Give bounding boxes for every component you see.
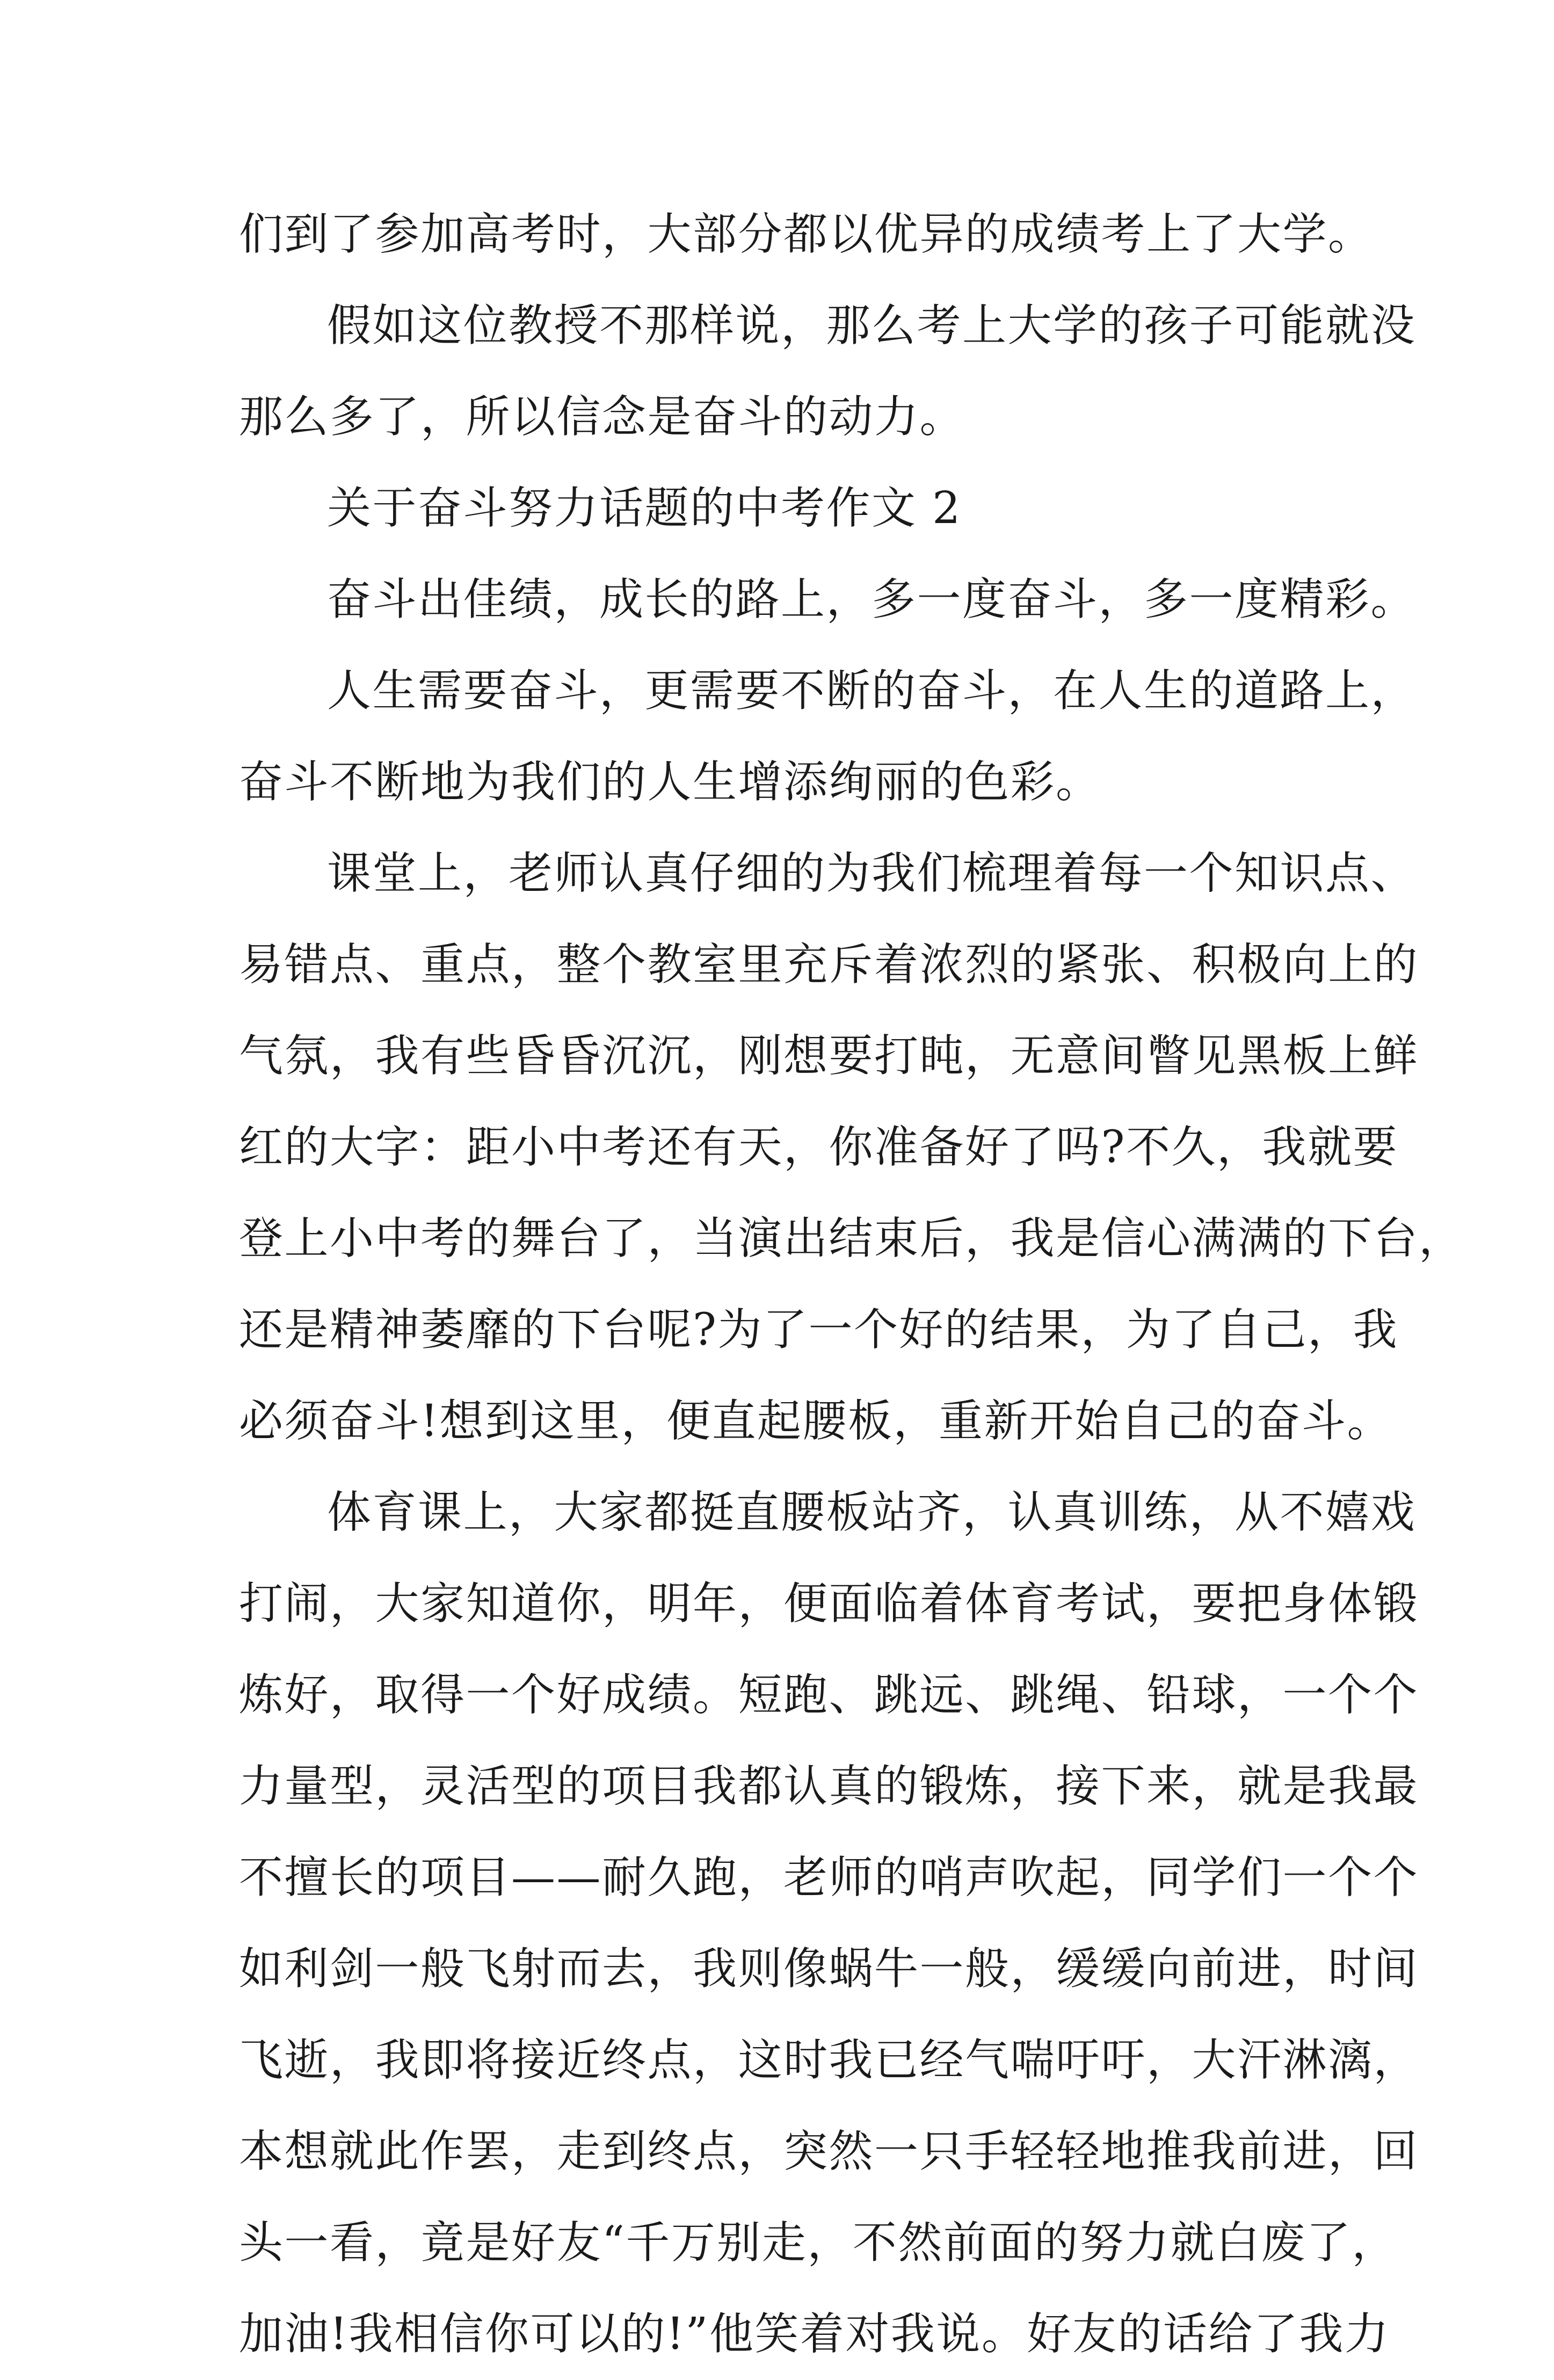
text-line: 登上小中考的舞台了，当演出结束后，我是信心满满的下台， xyxy=(239,1213,1464,1264)
paragraph-first-line: 奋斗出佳绩，成长的路上，多一度奋斗，多一度精彩。 xyxy=(327,574,1417,625)
text-line: 力量型，灵活型的项目我都认真的锻炼，接下来，就是我最 xyxy=(239,1761,1419,1812)
text-line: 还是精神萎靡的下台呢?为了一个好的结果，为了自己，我 xyxy=(239,1304,1398,1355)
paragraph-first-line: 人生需要奋斗，更需要不断的奋斗，在人生的道路上， xyxy=(327,665,1417,716)
paragraph-first-line: 假如这位教授不那样说，那么考上大学的孩子可能就没 xyxy=(327,300,1417,351)
text-line: 炼好，取得一个好成绩。短跑、跳远、跳绳、铅球，一个个 xyxy=(239,1670,1419,1721)
text-line: 那么多了，所以信念是奋斗的动力。 xyxy=(239,391,965,442)
text-line: 不擅长的项目——耐久跑，老师的哨声吹起，同学们一个个 xyxy=(239,1852,1419,1903)
paragraph-first-line: 课堂上，老师认真仔细的为我们梳理着每一个知识点、 xyxy=(327,848,1417,899)
section-heading: 关于奋斗努力话题的中考作文 2 xyxy=(327,483,962,534)
text-line: 本想就此作罢，走到终点，突然一只手轻轻地推我前进，回 xyxy=(239,2126,1419,2177)
text-line: 打闹，大家知道你，明年，便面临着体育考试，要把身体锻 xyxy=(239,1578,1419,1629)
text-line: 飞逝，我即将接近终点，这时我已经气喘吁吁，大汗淋漓， xyxy=(239,2035,1419,2086)
text-line: 们到了参加高考时，大部分都以优异的成绩考上了大学。 xyxy=(239,209,1374,260)
text-line: 头一看，竟是好友“千万别走，不然前面的努力就白废了， xyxy=(239,2217,1397,2268)
text-line: 易错点、重点，整个教室里充斥着浓烈的紧张、积极向上的 xyxy=(239,939,1419,990)
text-line: 气氛，我有些昏昏沉沉，刚想要打盹，无意间瞥见黑板上鲜 xyxy=(239,1031,1419,1082)
text-line: 如利剑一般飞射而去，我则像蜗牛一般，缓缓向前进，时间 xyxy=(239,1943,1419,1994)
document-body xyxy=(239,189,1464,2380)
text-line: 奋斗不断地为我们的人生增添绚丽的色彩。 xyxy=(239,757,1101,808)
text-line: 加油!我相信你可以的!”他笑着对我说。好友的话给了我力 xyxy=(239,2309,1390,2360)
paragraph-first-line: 体育课上，大家都挺直腰板站齐，认真训练，从不嬉戏 xyxy=(327,1487,1417,1538)
text-line: 红的大字：距小中考还有天，你准备好了吗?不久，我就要 xyxy=(239,1122,1398,1173)
text-line: 必须奋斗!想到这里，便直起腰板，重新开始自己的奋斗。 xyxy=(239,1396,1392,1447)
